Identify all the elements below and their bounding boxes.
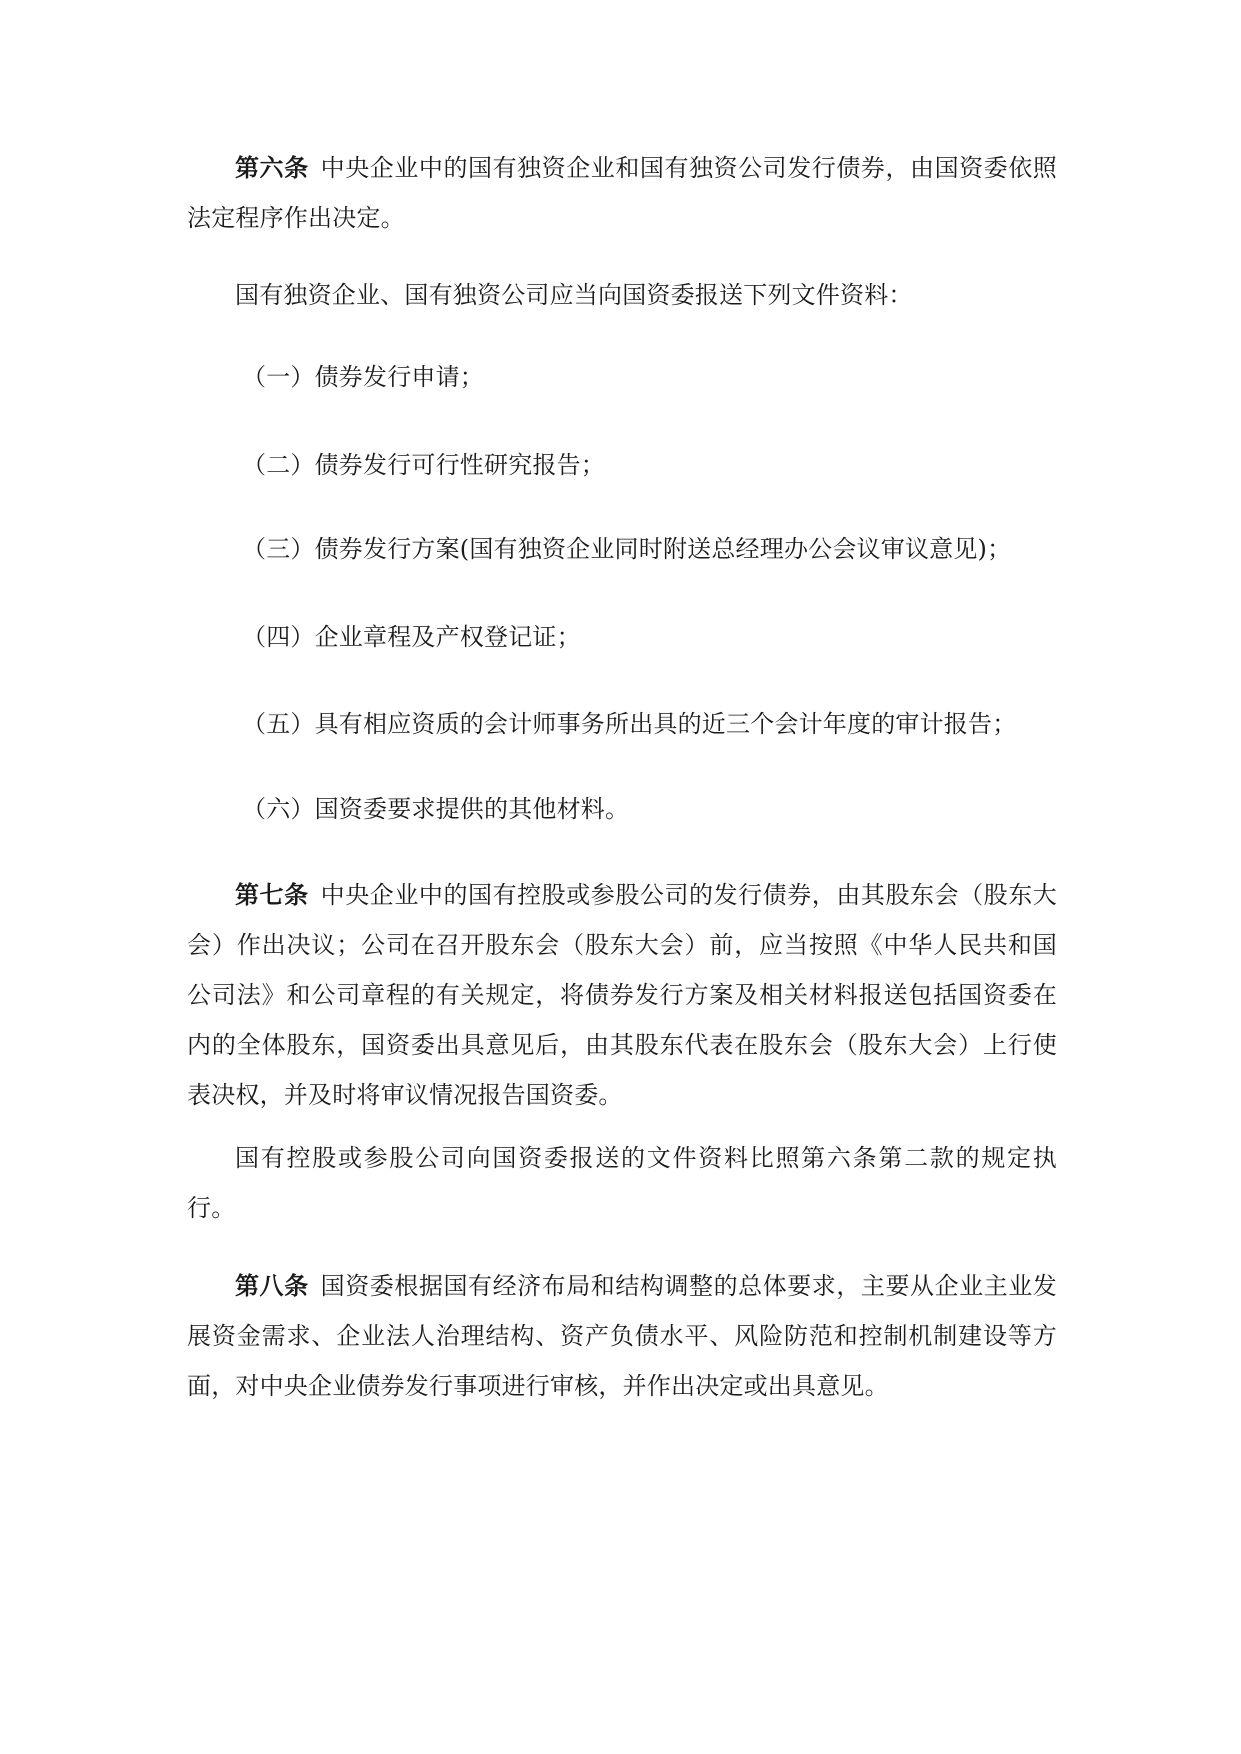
list-item-5: （五）具有相应资质的会计师事务所出具的近三个会计年度的审计报告； [242,710,1017,738]
list-item-6: （六）国资委要求提供的其他材料。 [242,795,630,823]
article-6-text: 中央企业中的国有独资企业和国有独资公司发行债券，由国资委依照法定程序作出决定。 [187,154,1057,232]
list-item-2: （二）债券发行可行性研究报告； [242,451,605,479]
article-8-paragraph [187,1261,1057,1411]
list-item-3: （三）债券发行方案(国有独资企业同时附送总经理办公会议审议意见)； [242,535,1012,563]
article-8-heading: 第八条 [235,1271,309,1300]
article-8-text: 国资委根据国有经济布局和结构调整的总体要求，主要从企业主业发展资金需求、企业法人治理结构、资产负债水平、风险防范和控制机制建设等方面，对中央企业债券发行事项进行审核，并作出决定或出具意见。 [187,1272,1057,1400]
article-7-heading: 第七条 [235,880,309,909]
article-7-clause-2: 国有控股或参股公司向国资委报送的文件资料比照第六条第二款的规定执行。 [187,1144,1057,1222]
article-6-paragraph [187,143,1057,243]
article-6-heading: 第六条 [235,153,309,182]
article-7-paragraph [187,870,1057,1120]
article-6-clause-2: 国有独资企业、国有独资公司应当向国资委报送下列文件资料： [235,281,913,309]
list-item-4: （四）企业章程及产权登记证； [242,623,581,651]
list-item-1: （一）债券发行申请； [242,363,484,391]
article-7-text: 中央企业中的国有控股或参股公司的发行债券，由其股东会（股东大会）作出决议；公司在召开股东会（股东大会）前，应当按照《中华人民共和国公司法》和公司章程的有关规定，将债券发行方案及相关材料报送包括国资委在内的全体股东，国资委出具意见后，由其股东代表在股东会（股东大会）上行使表决权，并及时将审议情况报告国资委。 [187,881,1057,1109]
